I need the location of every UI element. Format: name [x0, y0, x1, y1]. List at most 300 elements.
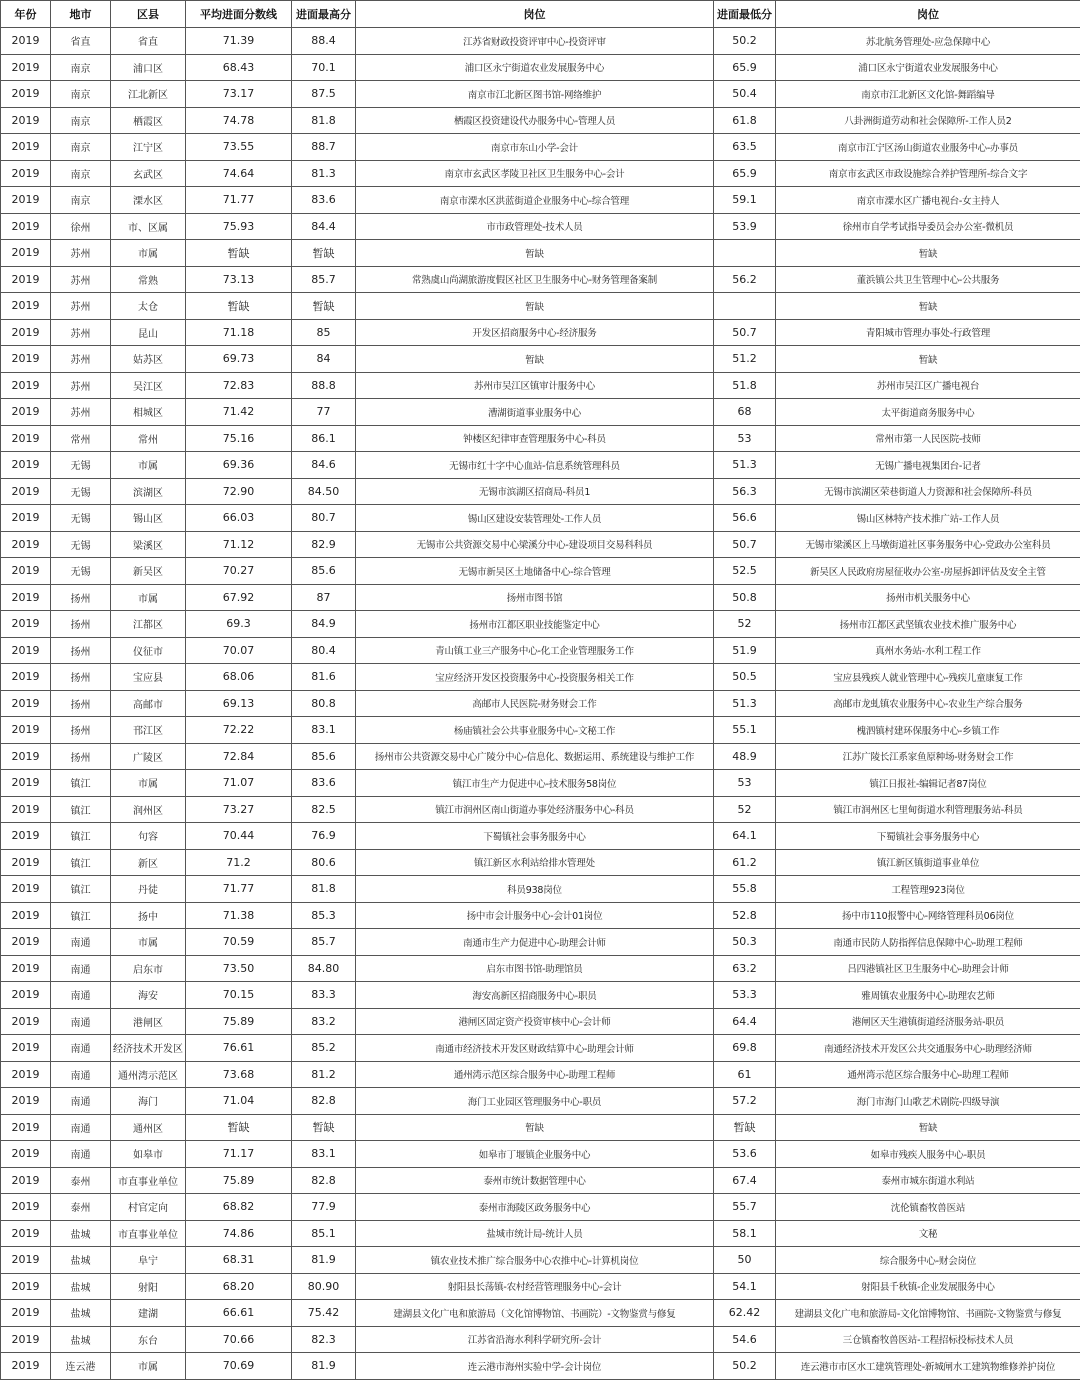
cell-max-score: 87 [292, 584, 356, 611]
cell-city: 南通 [51, 1035, 111, 1062]
table-row [1, 160, 1080, 187]
table-row [1, 372, 1080, 399]
cell-year: 2019 [1, 955, 51, 982]
header-city: 地市 [51, 1, 111, 28]
cell-district: 如皋市 [111, 1141, 186, 1168]
cell-year: 2019 [1, 611, 51, 638]
cell-max-position: 扬中市会计服务中心-会计01岗位 [356, 902, 714, 929]
cell-avg-score: 69.3 [186, 611, 292, 638]
cell-max-position: 南通市经济技术开发区财政结算中心-助理会计师 [356, 1035, 714, 1062]
cell-city: 无锡 [51, 505, 111, 532]
cell-year: 2019 [1, 1353, 51, 1380]
cell-max-position: 浦口区永宁街道农业发展服务中心 [356, 54, 714, 81]
cell-avg-score: 73.68 [186, 1061, 292, 1088]
cell-max-position: 南京市玄武区孝陵卫社区卫生服务中心-会计 [356, 160, 714, 187]
cell-avg-score: 75.89 [186, 1008, 292, 1035]
table-row [1, 293, 1080, 320]
cell-year: 2019 [1, 346, 51, 373]
cell-min-position: 无锡市梁溪区上马墩街道社区事务服务中心-党政办公室科员 [776, 531, 1080, 558]
cell-max-score: 81.6 [292, 664, 356, 691]
cell-district: 扬中 [111, 902, 186, 929]
cell-avg-score: 70.07 [186, 637, 292, 664]
cell-year: 2019 [1, 1141, 51, 1168]
cell-max-score: 87.5 [292, 81, 356, 108]
cell-max-position: 海安高新区招商服务中心-职员 [356, 982, 714, 1009]
cell-avg-score: 73.50 [186, 955, 292, 982]
cell-district: 村官定向 [111, 1194, 186, 1221]
cell-min-score: 暂缺 [714, 1114, 776, 1141]
cell-district: 吴江区 [111, 372, 186, 399]
cell-max-position: 镇江新区水利站给排水管理处 [356, 849, 714, 876]
cell-district: 邗江区 [111, 717, 186, 744]
cell-district: 东台 [111, 1326, 186, 1353]
cell-min-position: 建湖县文化广电和旅游局-文化馆博物馆、书画院-文物鉴赏与修复 [776, 1300, 1080, 1327]
cell-district: 太仓 [111, 293, 186, 320]
cell-city: 南京 [51, 107, 111, 134]
cell-max-position: 青山镇工业三产服务中心-化工企业管理服务工作 [356, 637, 714, 664]
cell-max-score: 85.7 [292, 266, 356, 293]
cell-avg-score: 69.13 [186, 690, 292, 717]
table-row [1, 902, 1080, 929]
cell-city: 苏州 [51, 266, 111, 293]
table-row [1, 743, 1080, 770]
cell-avg-score: 74.86 [186, 1220, 292, 1247]
cell-year: 2019 [1, 1167, 51, 1194]
cell-city: 南京 [51, 54, 111, 81]
cell-min-score: 61.8 [714, 107, 776, 134]
cell-max-position: 钟楼区纪律审查管理服务中心-科员 [356, 425, 714, 452]
cell-year: 2019 [1, 1114, 51, 1141]
table-row [1, 1300, 1080, 1327]
cell-min-position: 无锡市滨湖区荣巷街道人力资源和社会保障所-科员 [776, 478, 1080, 505]
cell-year: 2019 [1, 1035, 51, 1062]
cell-min-score: 51.3 [714, 690, 776, 717]
cell-year: 2019 [1, 849, 51, 876]
cell-city: 盐城 [51, 1300, 111, 1327]
cell-max-score: 暂缺 [292, 293, 356, 320]
cell-max-score: 82.8 [292, 1088, 356, 1115]
cell-district: 常熟 [111, 266, 186, 293]
header-max-score: 进面最高分 [292, 1, 356, 28]
cell-city: 南通 [51, 1008, 111, 1035]
cell-min-position: 新吴区人民政府房屋征收办公室-房屋拆卸评估及安全主管 [776, 558, 1080, 585]
cell-avg-score: 75.16 [186, 425, 292, 452]
cell-district: 昆山 [111, 319, 186, 346]
cell-max-score: 81.9 [292, 1247, 356, 1274]
cell-min-score: 61 [714, 1061, 776, 1088]
cell-min-score: 56.3 [714, 478, 776, 505]
cell-min-score [714, 240, 776, 267]
cell-max-position: 科员938岗位 [356, 876, 714, 903]
cell-district: 栖霞区 [111, 107, 186, 134]
cell-max-position: 暂缺 [356, 240, 714, 267]
table-row [1, 876, 1080, 903]
cell-min-score: 59.1 [714, 187, 776, 214]
cell-min-score: 56.2 [714, 266, 776, 293]
table-row [1, 584, 1080, 611]
cell-avg-score: 71.77 [186, 876, 292, 903]
cell-district: 玄武区 [111, 160, 186, 187]
cell-max-score: 84.80 [292, 955, 356, 982]
cell-min-position: 青阳城市管理办事处-行政管理 [776, 319, 1080, 346]
cell-year: 2019 [1, 770, 51, 797]
cell-max-score: 83.1 [292, 717, 356, 744]
cell-min-score: 50.5 [714, 664, 776, 691]
cell-max-score: 85.6 [292, 558, 356, 585]
cell-avg-score: 74.64 [186, 160, 292, 187]
cell-district: 宝应县 [111, 664, 186, 691]
cell-max-score: 83.3 [292, 982, 356, 1009]
cell-max-position: 港闸区固定资产投资审核中心-会计师 [356, 1008, 714, 1035]
cell-max-score: 84 [292, 346, 356, 373]
header-avg-score: 平均进面分数线 [186, 1, 292, 28]
cell-min-position: 真州水务站-水利工程工作 [776, 637, 1080, 664]
cell-max-score: 85.6 [292, 743, 356, 770]
cell-max-position: 海门工业园区管理服务中心-职员 [356, 1088, 714, 1115]
cell-min-score: 51.2 [714, 346, 776, 373]
cell-city: 盐城 [51, 1220, 111, 1247]
cell-min-position: 董浜镇公共卫生管理中心-公共服务 [776, 266, 1080, 293]
cell-avg-score: 66.61 [186, 1300, 292, 1327]
cell-max-position: 扬州市江都区职业技能鉴定中心 [356, 611, 714, 638]
cell-year: 2019 [1, 584, 51, 611]
cell-avg-score: 70.44 [186, 823, 292, 850]
cell-max-position: 暂缺 [356, 293, 714, 320]
cell-avg-score: 72.84 [186, 743, 292, 770]
cell-year: 2019 [1, 796, 51, 823]
cell-min-score: 50.4 [714, 81, 776, 108]
cell-avg-score: 70.59 [186, 929, 292, 956]
cell-city: 南通 [51, 1114, 111, 1141]
cell-city: 镇江 [51, 770, 111, 797]
cell-max-position: 栖霞区投资建设代办服务中心-管理人员 [356, 107, 714, 134]
table-row [1, 1194, 1080, 1221]
cell-city: 盐城 [51, 1326, 111, 1353]
cell-year: 2019 [1, 54, 51, 81]
cell-min-score: 48.9 [714, 743, 776, 770]
cell-min-score: 65.9 [714, 54, 776, 81]
cell-district: 市属 [111, 240, 186, 267]
cell-city: 盐城 [51, 1247, 111, 1274]
cell-min-position: 连云港市市区水工建筑管理处-新城闸水工建筑物维修养护岗位 [776, 1353, 1080, 1380]
cell-avg-score: 72.83 [186, 372, 292, 399]
cell-max-position: 镇农业技术推广综合服务中心农推中心-计算机岗位 [356, 1247, 714, 1274]
table-row [1, 1088, 1080, 1115]
cell-max-position: 泰州市海陵区政务服务中心 [356, 1194, 714, 1221]
cell-max-position: 泰州市统计数据管理中心 [356, 1167, 714, 1194]
cell-city: 苏州 [51, 346, 111, 373]
cell-min-score: 62.42 [714, 1300, 776, 1327]
cell-city: 苏州 [51, 319, 111, 346]
cell-year: 2019 [1, 637, 51, 664]
cell-min-score: 50.7 [714, 319, 776, 346]
cell-year: 2019 [1, 558, 51, 585]
cell-min-score: 50.7 [714, 531, 776, 558]
cell-max-score: 80.6 [292, 849, 356, 876]
cell-year: 2019 [1, 929, 51, 956]
cell-year: 2019 [1, 107, 51, 134]
cell-min-position: 雅周镇农业服务中心-助理农艺师 [776, 982, 1080, 1009]
cell-district: 启东市 [111, 955, 186, 982]
cell-avg-score: 74.78 [186, 107, 292, 134]
table-row [1, 558, 1080, 585]
table-row [1, 1273, 1080, 1300]
cell-district: 阜宁 [111, 1247, 186, 1274]
cell-min-position: 射阳县千秋镇-企业发展服务中心 [776, 1273, 1080, 1300]
table-row [1, 611, 1080, 638]
cell-min-score: 50.3 [714, 929, 776, 956]
cell-city: 南京 [51, 160, 111, 187]
cell-min-position: 槐泗镇村建环保服务中心-乡镇工作 [776, 717, 1080, 744]
cell-max-position: 建湖县文化广电和旅游局（文化馆博物馆、书画院）-文物鉴赏与修复 [356, 1300, 714, 1327]
cell-year: 2019 [1, 823, 51, 850]
cell-max-score: 85 [292, 319, 356, 346]
table-header [1, 1, 1080, 28]
cell-max-score: 70.1 [292, 54, 356, 81]
table-row [1, 1008, 1080, 1035]
cell-max-score: 85.2 [292, 1035, 356, 1062]
cell-avg-score: 71.04 [186, 1088, 292, 1115]
cell-max-score: 83.1 [292, 1141, 356, 1168]
cell-district: 相城区 [111, 399, 186, 426]
cell-year: 2019 [1, 319, 51, 346]
cell-min-score: 53.6 [714, 1141, 776, 1168]
header-min-position: 岗位 [776, 1, 1080, 28]
cell-max-score: 81.2 [292, 1061, 356, 1088]
cell-min-score: 63.5 [714, 134, 776, 161]
cell-min-position: 南通经济技术开发区公共交通服务中心-助理经济师 [776, 1035, 1080, 1062]
cell-city: 苏州 [51, 240, 111, 267]
cell-avg-score: 71.42 [186, 399, 292, 426]
cell-max-score: 84.6 [292, 452, 356, 479]
cell-max-score: 81.8 [292, 876, 356, 903]
cell-district: 滨湖区 [111, 478, 186, 505]
cell-district: 新吴区 [111, 558, 186, 585]
cell-max-position: 暂缺 [356, 1114, 714, 1141]
cell-avg-score: 71.39 [186, 28, 292, 55]
cell-min-score: 52 [714, 611, 776, 638]
cell-year: 2019 [1, 1273, 51, 1300]
table-row [1, 955, 1080, 982]
cell-district: 建湖 [111, 1300, 186, 1327]
cell-min-position: 常州市第一人民医院-技师 [776, 425, 1080, 452]
cell-year: 2019 [1, 1194, 51, 1221]
table-row [1, 1353, 1080, 1380]
cell-year: 2019 [1, 690, 51, 717]
cell-city: 无锡 [51, 558, 111, 585]
cell-avg-score: 68.82 [186, 1194, 292, 1221]
cell-year: 2019 [1, 452, 51, 479]
cell-avg-score: 暂缺 [186, 240, 292, 267]
header-min-score: 进面最低分 [714, 1, 776, 28]
cell-district: 仪征市 [111, 637, 186, 664]
cell-min-score: 50.2 [714, 1353, 776, 1380]
cell-max-position: 开发区招商服务中心-经济服务 [356, 319, 714, 346]
cell-max-position: 高邮市人民医院-财务财会工作 [356, 690, 714, 717]
cell-max-position: 盐城市统计局-统计人员 [356, 1220, 714, 1247]
cell-max-score: 77.9 [292, 1194, 356, 1221]
header-max-position: 岗位 [356, 1, 714, 28]
cell-city: 南通 [51, 929, 111, 956]
table-row [1, 425, 1080, 452]
cell-year: 2019 [1, 372, 51, 399]
cell-year: 2019 [1, 266, 51, 293]
cell-avg-score: 69.36 [186, 452, 292, 479]
cell-max-score: 82.8 [292, 1167, 356, 1194]
cell-avg-score: 73.13 [186, 266, 292, 293]
cell-district: 姑苏区 [111, 346, 186, 373]
cell-max-position: 市市政管理处-技术人员 [356, 213, 714, 240]
cell-city: 镇江 [51, 876, 111, 903]
cell-city: 无锡 [51, 531, 111, 558]
cell-city: 镇江 [51, 796, 111, 823]
cell-avg-score: 暂缺 [186, 293, 292, 320]
cell-min-position: 工程管理923岗位 [776, 876, 1080, 903]
cell-max-score: 85.7 [292, 929, 356, 956]
cell-district: 溧水区 [111, 187, 186, 214]
cell-min-position: 镇江新区镇街道事业单位 [776, 849, 1080, 876]
cell-max-score: 88.8 [292, 372, 356, 399]
cell-min-score: 52.8 [714, 902, 776, 929]
cell-city: 无锡 [51, 452, 111, 479]
cell-min-position: 如皋市残疾人服务中心-职员 [776, 1141, 1080, 1168]
cell-min-position: 镇江市润州区七里甸街道水利管理服务站-科员 [776, 796, 1080, 823]
cell-year: 2019 [1, 1300, 51, 1327]
table-row [1, 319, 1080, 346]
cell-year: 2019 [1, 1326, 51, 1353]
cell-min-position: 南京市玄武区市政设施综合养护管理所-综合文字 [776, 160, 1080, 187]
cell-avg-score: 68.20 [186, 1273, 292, 1300]
cell-city: 苏州 [51, 399, 111, 426]
table-row [1, 505, 1080, 532]
table-row [1, 81, 1080, 108]
table-row [1, 1141, 1080, 1168]
cell-min-position: 下蜀镇社会事务服务中心 [776, 823, 1080, 850]
cell-year: 2019 [1, 213, 51, 240]
cell-min-score: 56.6 [714, 505, 776, 532]
cell-avg-score: 72.90 [186, 478, 292, 505]
cell-max-score: 80.7 [292, 505, 356, 532]
cell-min-position: 文秘 [776, 1220, 1080, 1247]
cell-min-score: 52.5 [714, 558, 776, 585]
cell-max-position: 启东市图书馆-助理馆员 [356, 955, 714, 982]
cell-min-score: 64.4 [714, 1008, 776, 1035]
cell-min-position: 南京市江宁区汤山街道农业服务中心-办事员 [776, 134, 1080, 161]
table-row [1, 531, 1080, 558]
cell-min-position: 徐州市自学考试指导委员会办公室-微机员 [776, 213, 1080, 240]
cell-avg-score: 71.18 [186, 319, 292, 346]
table-row [1, 982, 1080, 1009]
cell-min-score: 52 [714, 796, 776, 823]
cell-min-position: 扬州市机关服务中心 [776, 584, 1080, 611]
table-row [1, 1167, 1080, 1194]
cell-min-score: 53 [714, 770, 776, 797]
cell-max-position: 无锡市公共资源交易中心梁溪分中心-建设项目交易科科员 [356, 531, 714, 558]
table-row [1, 1061, 1080, 1088]
cell-avg-score: 70.69 [186, 1353, 292, 1380]
cell-city: 苏州 [51, 372, 111, 399]
cell-min-position: 无锡广播电视集团台-记者 [776, 452, 1080, 479]
cell-min-score: 53 [714, 425, 776, 452]
cell-min-position: 南京市溧水区广播电视台-女主持人 [776, 187, 1080, 214]
cell-district: 港闸区 [111, 1008, 186, 1035]
cell-min-score: 53.9 [714, 213, 776, 240]
cell-max-position: 漕湖街道事业服务中心 [356, 399, 714, 426]
cell-max-score: 83.6 [292, 770, 356, 797]
cell-year: 2019 [1, 240, 51, 267]
cell-year: 2019 [1, 134, 51, 161]
cell-max-score: 85.3 [292, 902, 356, 929]
cell-max-position: 镇江市润州区南山街道办事处经济服务中心-科员 [356, 796, 714, 823]
cell-avg-score: 76.61 [186, 1035, 292, 1062]
cell-year: 2019 [1, 531, 51, 558]
cell-min-score: 69.8 [714, 1035, 776, 1062]
cell-year: 2019 [1, 743, 51, 770]
cell-avg-score: 72.22 [186, 717, 292, 744]
cell-city: 南通 [51, 1141, 111, 1168]
cell-city: 扬州 [51, 637, 111, 664]
cell-min-position: 沈伦镇畜牧兽医站 [776, 1194, 1080, 1221]
cell-min-position: 八卦洲街道劳动和社会保障所-工作人员2 [776, 107, 1080, 134]
cell-avg-score: 73.55 [186, 134, 292, 161]
cell-year: 2019 [1, 160, 51, 187]
cell-district: 梁溪区 [111, 531, 186, 558]
cell-district: 丹徒 [111, 876, 186, 903]
cell-max-score: 82.5 [292, 796, 356, 823]
table-row [1, 107, 1080, 134]
cell-district: 市属 [111, 452, 186, 479]
cell-district: 射阳 [111, 1273, 186, 1300]
table-row [1, 849, 1080, 876]
cell-district: 市直事业单位 [111, 1220, 186, 1247]
cell-max-position: 南通市生产力促进中心-助理会计师 [356, 929, 714, 956]
cell-max-score: 81.3 [292, 160, 356, 187]
cell-city: 镇江 [51, 849, 111, 876]
cell-year: 2019 [1, 1220, 51, 1247]
cell-city: 省直 [51, 28, 111, 55]
cell-district: 市、区属 [111, 213, 186, 240]
cell-min-position: 扬中市110报警中心-网络管理科员06岗位 [776, 902, 1080, 929]
cell-min-score: 55.8 [714, 876, 776, 903]
cell-district: 润州区 [111, 796, 186, 823]
cell-max-score: 80.4 [292, 637, 356, 664]
table-row [1, 929, 1080, 956]
cell-avg-score: 暂缺 [186, 1114, 292, 1141]
cell-city: 扬州 [51, 690, 111, 717]
cell-max-position: 如皋市丁堰镇企业服务中心 [356, 1141, 714, 1168]
cell-min-score: 68 [714, 399, 776, 426]
cell-max-position: 无锡市新吴区土地储备中心-综合管理 [356, 558, 714, 585]
cell-min-score: 51.8 [714, 372, 776, 399]
cell-max-score: 77 [292, 399, 356, 426]
cell-max-score: 82.9 [292, 531, 356, 558]
cell-max-score: 81.8 [292, 107, 356, 134]
cell-min-position: 南京市江北新区文化馆-舞蹈编导 [776, 81, 1080, 108]
cell-min-score: 64.1 [714, 823, 776, 850]
cell-year: 2019 [1, 1008, 51, 1035]
cell-city: 扬州 [51, 743, 111, 770]
cell-min-position: 高邮市龙虬镇农业服务中心-农业生产综合服务 [776, 690, 1080, 717]
cell-min-position: 扬州市江都区武坚镇农业技术推广服务中心 [776, 611, 1080, 638]
table-row [1, 1035, 1080, 1062]
cell-max-score: 75.42 [292, 1300, 356, 1327]
cell-district: 广陵区 [111, 743, 186, 770]
cell-district: 江都区 [111, 611, 186, 638]
cell-district: 通州区 [111, 1114, 186, 1141]
cell-city: 南京 [51, 81, 111, 108]
cell-max-position: 通州湾示范区综合服务中心-助理工程师 [356, 1061, 714, 1088]
table-row [1, 478, 1080, 505]
